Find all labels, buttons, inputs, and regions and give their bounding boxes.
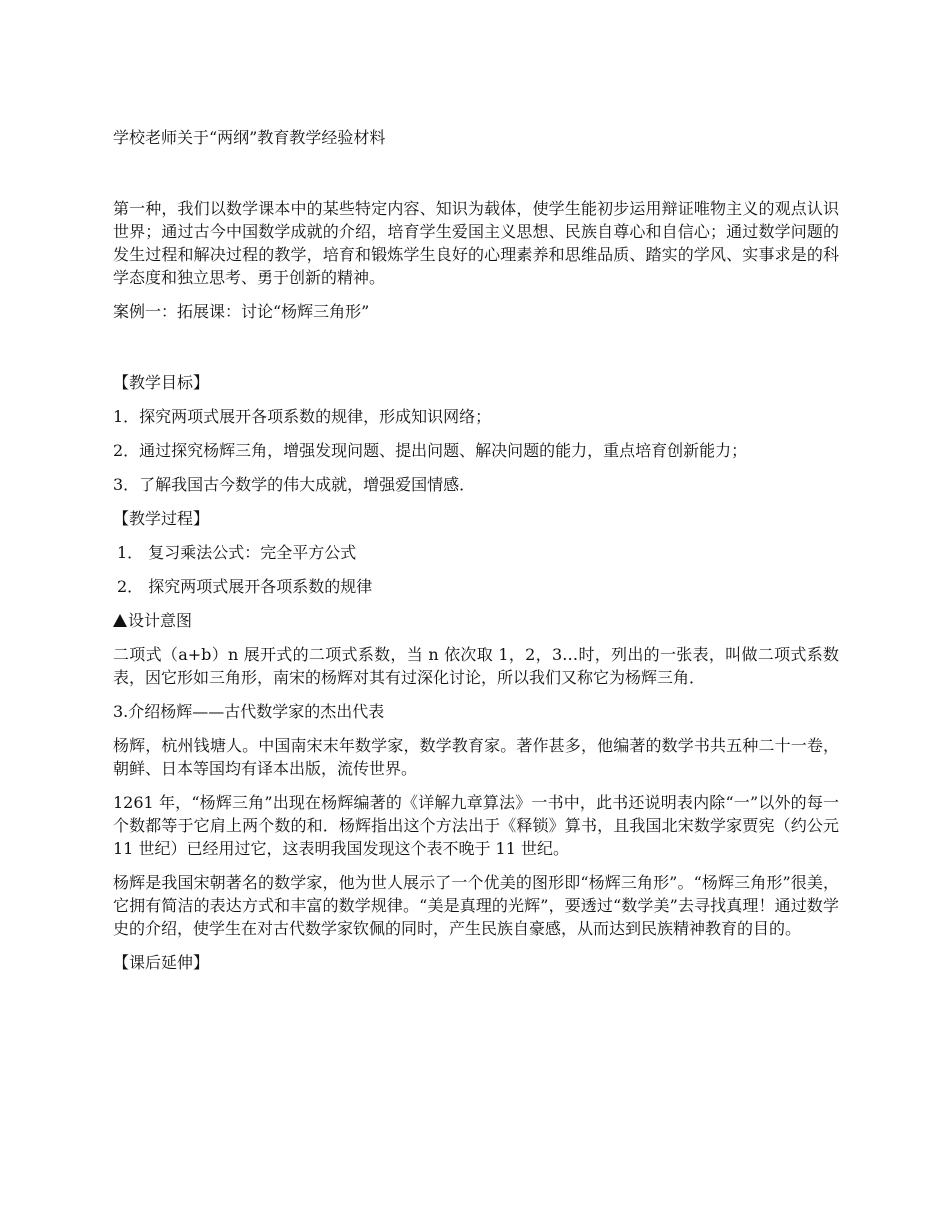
process-item: 2． 探究两项式展开各项系数的规律 <box>117 577 373 596</box>
section-heading-process: 【教学过程】 <box>113 509 210 528</box>
triangle-bullet-icon <box>113 614 127 627</box>
objective-item: 2．通过探究杨辉三角，增强发现问题、提出问题、解决问题的能力，重点培育创新能力； <box>113 441 748 460</box>
design-intent-label: 设计意图 <box>128 611 193 630</box>
objective-item: 3．了解我国古今数学的伟大成就，增强爱国情感． <box>113 475 476 494</box>
document-body <box>113 197 839 985</box>
paragraph-intro: 第一种，我们以数学课本中的某些特定内容、知识为载体，使学生能初步运用辩证唯物主义的观点认识世界；通过古今中国数学成就的介绍，培育学生爱国主义思想、民族自尊心和自信心；通过数学问题的发生过程和解决过程的教学，培育和锻炼学生良好的心理素养和思维品质、踏实的学风、实事求是的科学态度和独立思考、勇于创新的精神。 <box>113 199 839 287</box>
paragraph-binomial: 二项式（a+b）n 展开式的二项式系数，当 n 依次取 1，2，3…时，列出的一张表，叫做二项式系数表，因它形如三角形，南宋的杨辉对其有过深化讨论，所以我们又称它为杨辉三角． <box>113 645 839 687</box>
subheading-yanghui: 3.介绍杨辉——古代数学家的杰出代表 <box>113 702 385 721</box>
section-heading-extension: 【课后延伸】 <box>113 953 210 972</box>
paragraph-1261: 1261 年，“杨辉三角”出现在杨辉编著的《详解九章算法》一书中，此书还说明表内除“一”以外的每一个数都等于它肩上两个数的和．杨辉指出这个方法出于《释锁》算书，且我国北宋数学家贾宪（约公元 11 世纪）已经用过它，这表明我国发现这个表不晚于 11 世纪。 <box>113 793 839 858</box>
section-heading-objectives: 【教学目标】 <box>113 373 210 392</box>
paragraph-yanghui-bio: 杨辉，杭州钱塘人。中国南宋末年数学家，数学教育家。著作甚多，他编著的数学书共五种二十一卷，朝鲜、日本等国均有译本出版，流传世界。 <box>113 736 839 778</box>
case-heading: 案例一：拓展课：讨论“杨辉三角形” <box>113 302 370 321</box>
objective-item: 1．探究两项式展开各项系数的规律，形成知识网络； <box>113 407 492 426</box>
document-title: 学校老师关于“两纲”教育教学经验材料 <box>113 128 386 147</box>
process-item: 1． 复习乘法公式：完全平方公式 <box>117 543 357 562</box>
design-intent-heading <box>113 609 839 632</box>
paragraph-significance: 杨辉是我国宋朝著名的数学家，他为世人展示了一个优美的图形即“杨辉三角形”。“杨辉三角形”很美，它拥有简洁的表达方式和丰富的数学规律。“美是真理的光辉”，要透过“数学美”去寻找真理！通过数学史的介绍，使学生在对古代数学家钦佩的同时，产生民族自豪感，从而达到民族精神教育的目的。 <box>113 873 839 938</box>
